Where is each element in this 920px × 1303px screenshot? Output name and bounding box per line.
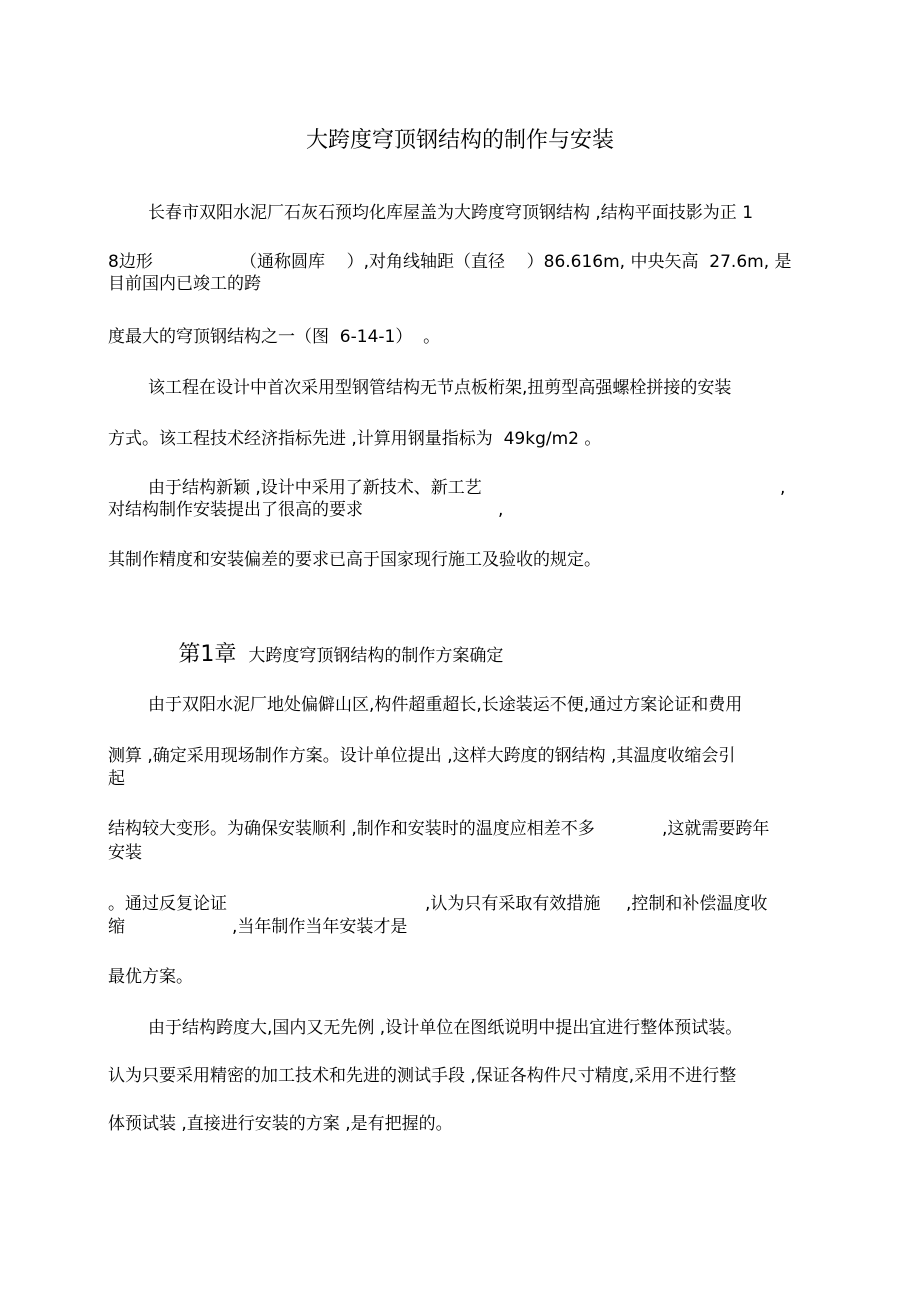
paragraph-line: 。通过反复论证 bbox=[108, 894, 227, 914]
paragraph-line: 对结构制作安装提出了很高的要求 bbox=[108, 500, 363, 520]
chapter-title: 大跨度穹顶钢结构的制作方案确定 bbox=[248, 646, 504, 666]
paragraph-line: , bbox=[780, 478, 786, 498]
chapter-number: 第1章 bbox=[178, 642, 237, 667]
paragraph-line: 方式。该工程技术经济指标先进 ,计算用钢量指标为 49kg/m2 。 bbox=[108, 429, 602, 449]
paragraph-line: 其制作精度和安装偏差的要求已高于国家现行施工及验收的规定。 bbox=[108, 550, 601, 570]
document-title: 大跨度穹顶钢结构的制作与安装 bbox=[305, 128, 614, 153]
paragraph-line: 体预试装 ,直接进行安装的方案 ,是有把握的。 bbox=[108, 1114, 453, 1134]
paragraph-line: 该工程在设计中首次采用型钢管结构无节点板桁架,扭剪型高强螺栓拼接的安装 bbox=[148, 378, 732, 398]
paragraph-line: 结构较大变形。为确保安装顺利 ,制作和安装时的温度应相差不多 bbox=[108, 819, 595, 839]
paragraph-line: ,这就需要跨年 bbox=[662, 819, 770, 839]
paragraph-line: 长春市双阳水泥厂石灰石预均化库屋盖为大跨度穹顶钢结构 ,结构平面技影为正 1 bbox=[148, 203, 754, 223]
paragraph-line: （通称圆库 ）,对角线轴距（直径 ）86.616m, 中央矢高 27.6m, 是 bbox=[240, 252, 792, 272]
paragraph-line: 8边形 bbox=[108, 252, 153, 272]
paragraph-line: , bbox=[498, 500, 504, 520]
paragraph-line: 安装 bbox=[108, 843, 142, 863]
paragraph-line: 起 bbox=[108, 769, 125, 789]
paragraph-line: 度最大的穹顶钢结构之一（图 6-14-1） 。 bbox=[108, 327, 441, 347]
paragraph-line: ,认为只有采取有效措施 bbox=[425, 894, 601, 914]
paragraph-line: 测算 ,确定采用现场制作方案。设计单位提出 ,这样大跨度的钢结构 ,其温度收缩会引 bbox=[108, 746, 736, 766]
paragraph-line: 目前国内已竣工的跨 bbox=[108, 274, 261, 294]
chapter-heading bbox=[158, 618, 503, 687]
paragraph-line: 由于结构跨度大,国内又无先例 ,设计单位在图纸说明中提出宜进行整体预试装。 bbox=[148, 1018, 743, 1038]
paragraph-line: 由于双阳水泥厂地处偏僻山区,构件超重超长,长途装运不便,通过方案论证和费用 bbox=[148, 695, 743, 715]
paragraph-line: ,控制和补偿温度收 bbox=[626, 894, 768, 914]
paragraph-line: 认为只要采用精密的加工技术和先进的测试手段 ,保证各构件尺寸精度,采用不进行整 bbox=[108, 1066, 737, 1086]
paragraph-line: ,当年制作当年安装才是 bbox=[232, 917, 408, 937]
paragraph-line: 缩 bbox=[108, 917, 125, 937]
paragraph-line: 最优方案。 bbox=[108, 967, 193, 987]
paragraph-line: 由于结构新颖 ,设计中采用了新技术、新工艺 bbox=[148, 478, 482, 498]
